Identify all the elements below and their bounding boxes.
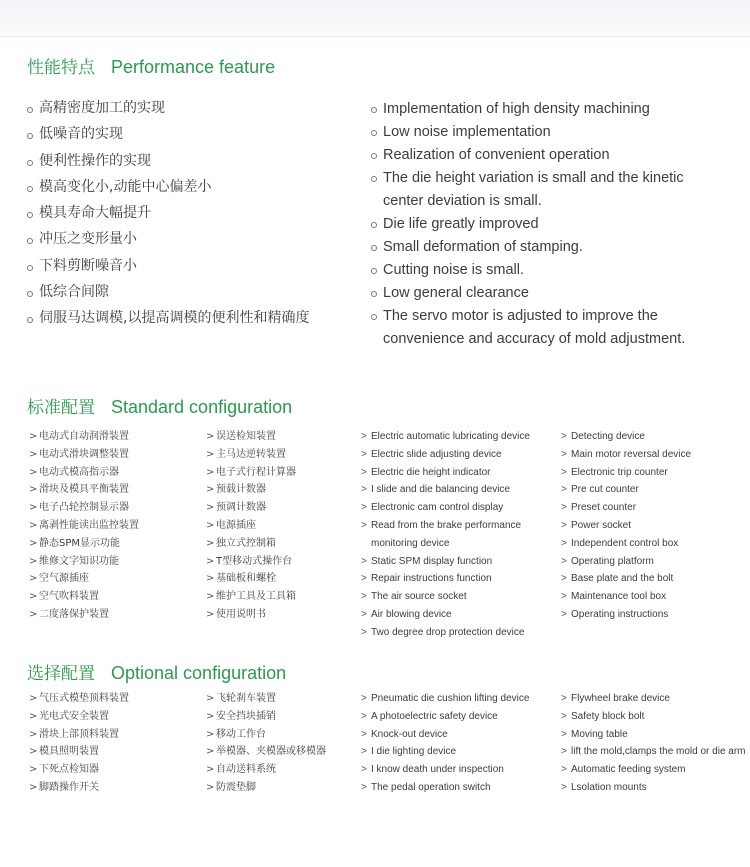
list-item: > The air source socket <box>361 588 551 606</box>
list-item: > Electric slide adjusting device <box>361 446 551 464</box>
list-item: > Operating platform <box>561 553 691 571</box>
list-item: > 防震垫脚 <box>206 779 326 797</box>
optional-list-en-2 <box>561 690 746 797</box>
list-item: 下料剪断噪音小 <box>27 256 309 282</box>
list-item: Die life greatly improved <box>371 213 713 236</box>
list-item: > Lsolation mounts <box>561 779 746 797</box>
standard-list-en-1 <box>361 428 551 642</box>
optional-title-en: Optional configuration <box>111 663 287 683</box>
list-item: > 飞轮刹车装置 <box>206 690 326 708</box>
list-item: > Read from the brake performance monitoring device <box>361 517 551 553</box>
list-item: The servo motor is adjusted to improve the convenience and accuracy of mold adjustment. <box>371 305 713 351</box>
list-item: > I know death under inspection <box>361 761 529 779</box>
top-bar <box>0 0 750 37</box>
list-item: > 空气吹料装置 <box>29 588 139 606</box>
list-item: The die height variation is small and the kinetic center deviation is small. <box>371 167 713 213</box>
list-item: > 预调计数器 <box>206 499 296 517</box>
list-item: > 离剥性能读出监控装置 <box>29 517 139 535</box>
list-item: > 电动式自动润滑装置 <box>29 428 139 446</box>
optional-list-zh-1 <box>29 690 129 797</box>
list-item: > 维护工具及工具箱 <box>206 588 296 606</box>
list-item: > Pneumatic die cushion lifting device <box>361 690 529 708</box>
list-item: > 误送检知装置 <box>206 428 296 446</box>
list-item: > 脚踏操作开关 <box>29 779 129 797</box>
performance-list-zh <box>27 98 309 335</box>
list-item: Implementation of high density machining <box>371 98 713 121</box>
standard-title-en: Standard configuration <box>111 397 293 417</box>
optional-list-zh-2 <box>206 690 326 797</box>
list-item: Low general clearance <box>371 282 713 305</box>
list-item: > Repair instructions function <box>361 570 551 588</box>
list-item: > Safety block bolt <box>561 708 746 726</box>
list-item: 伺服马达调模,以提高调模的便利性和精确度 <box>27 308 309 334</box>
standard-title-zh: 标准配置 <box>27 398 95 418</box>
list-item: > Static SPM display function <box>361 553 551 571</box>
list-item: > 独立式控制箱 <box>206 535 296 553</box>
list-item: 模高变化小,动能中心偏差小 <box>27 177 309 203</box>
standard-list-en-2 <box>561 428 691 624</box>
optional-title-zh: 选择配置 <box>27 664 95 684</box>
performance-heading <box>27 56 275 79</box>
list-item: > 电子式行程计算器 <box>206 464 296 482</box>
list-item: > Power socket <box>561 517 691 535</box>
optional-heading <box>27 662 286 685</box>
list-item: > 滑块上部顶料装置 <box>29 726 129 744</box>
list-item: > 下死点检知器 <box>29 761 129 779</box>
list-item: > Air blowing device <box>361 606 551 624</box>
list-item: > 主马达逆转装置 <box>206 446 296 464</box>
list-item: > Automatic feeding system <box>561 761 746 779</box>
standard-list-zh-2 <box>206 428 296 624</box>
list-item: > Electric automatic lubricating device <box>361 428 551 446</box>
list-item: > 模具照明装置 <box>29 743 129 761</box>
list-item: > 空气源插座 <box>29 570 139 588</box>
list-item: > Knock-out device <box>361 726 529 744</box>
list-item: > 预载计数器 <box>206 481 296 499</box>
performance-title-zh: 性能特点 <box>27 58 95 78</box>
list-item: 便利性操作的实现 <box>27 151 309 177</box>
list-item: > Main motor reversal device <box>561 446 691 464</box>
list-item: > 移动工作台 <box>206 726 326 744</box>
list-item: 低噪音的实现 <box>27 124 309 150</box>
list-item: > Detecting device <box>561 428 691 446</box>
list-item: > I die lighting device <box>361 743 529 761</box>
list-item: > Operating instructions <box>561 606 691 624</box>
list-item: > Flywheel brake device <box>561 690 746 708</box>
list-item: > Maintenance tool box <box>561 588 691 606</box>
list-item: Cutting noise is small. <box>371 259 713 282</box>
list-item: > 滑块及模具平衡装置 <box>29 481 139 499</box>
list-item: > Preset counter <box>561 499 691 517</box>
list-item: > 基础板和螺栓 <box>206 570 296 588</box>
list-item: > I slide and die balancing device <box>361 481 551 499</box>
list-item: > 举模器、夹模器或移模器 <box>206 743 326 761</box>
performance-list-en <box>371 98 713 351</box>
list-item: > Two degree drop protection device <box>361 624 551 642</box>
list-item: > 维修文字知识功能 <box>29 553 139 571</box>
performance-title-en: Performance feature <box>111 57 276 77</box>
list-item: > 二度落保护装置 <box>29 606 139 624</box>
list-item: 低综合间隙 <box>27 282 309 308</box>
list-item: 高精密度加工的实现 <box>27 98 309 124</box>
list-item: > lift the mold,clamps the mold or die arm <box>561 743 746 761</box>
list-item: > Moving table <box>561 726 746 744</box>
list-item: > Independent control box <box>561 535 691 553</box>
list-item: Small deformation of stamping. <box>371 236 713 259</box>
list-item: > Electric die height indicator <box>361 464 551 482</box>
list-item: > Electronic trip counter <box>561 464 691 482</box>
list-item: Realization of convenient operation <box>371 144 713 167</box>
list-item: > 光电式安全装置 <box>29 708 129 726</box>
list-item: > A photoelectric safety device <box>361 708 529 726</box>
list-item: > 气压式模垫顶料装置 <box>29 690 129 708</box>
list-item: > 电源插座 <box>206 517 296 535</box>
list-item: > Electronic cam control display <box>361 499 551 517</box>
list-item: > 电动式模高指示器 <box>29 464 139 482</box>
list-item: > The pedal operation switch <box>361 779 529 797</box>
list-item: Low noise implementation <box>371 121 713 144</box>
list-item: > T型移动式操作台 <box>206 553 296 571</box>
list-item: > Base plate and the bolt <box>561 570 691 588</box>
list-item: > 静态SPM显示功能 <box>29 535 139 553</box>
list-item: 模具寿命大幅提升 <box>27 203 309 229</box>
list-item: 冲压之变形量小 <box>27 229 309 255</box>
list-item: > 自动送料系统 <box>206 761 326 779</box>
standard-heading <box>27 396 292 419</box>
list-item: > 电子凸轮控制显示器 <box>29 499 139 517</box>
list-item: > Pre cut counter <box>561 481 691 499</box>
standard-list-zh-1 <box>29 428 139 624</box>
list-item: > 使用说明书 <box>206 606 296 624</box>
list-item: > 电动式滑块调整装置 <box>29 446 139 464</box>
list-item: > 安全挡块插销 <box>206 708 326 726</box>
optional-list-en-1 <box>361 690 529 797</box>
